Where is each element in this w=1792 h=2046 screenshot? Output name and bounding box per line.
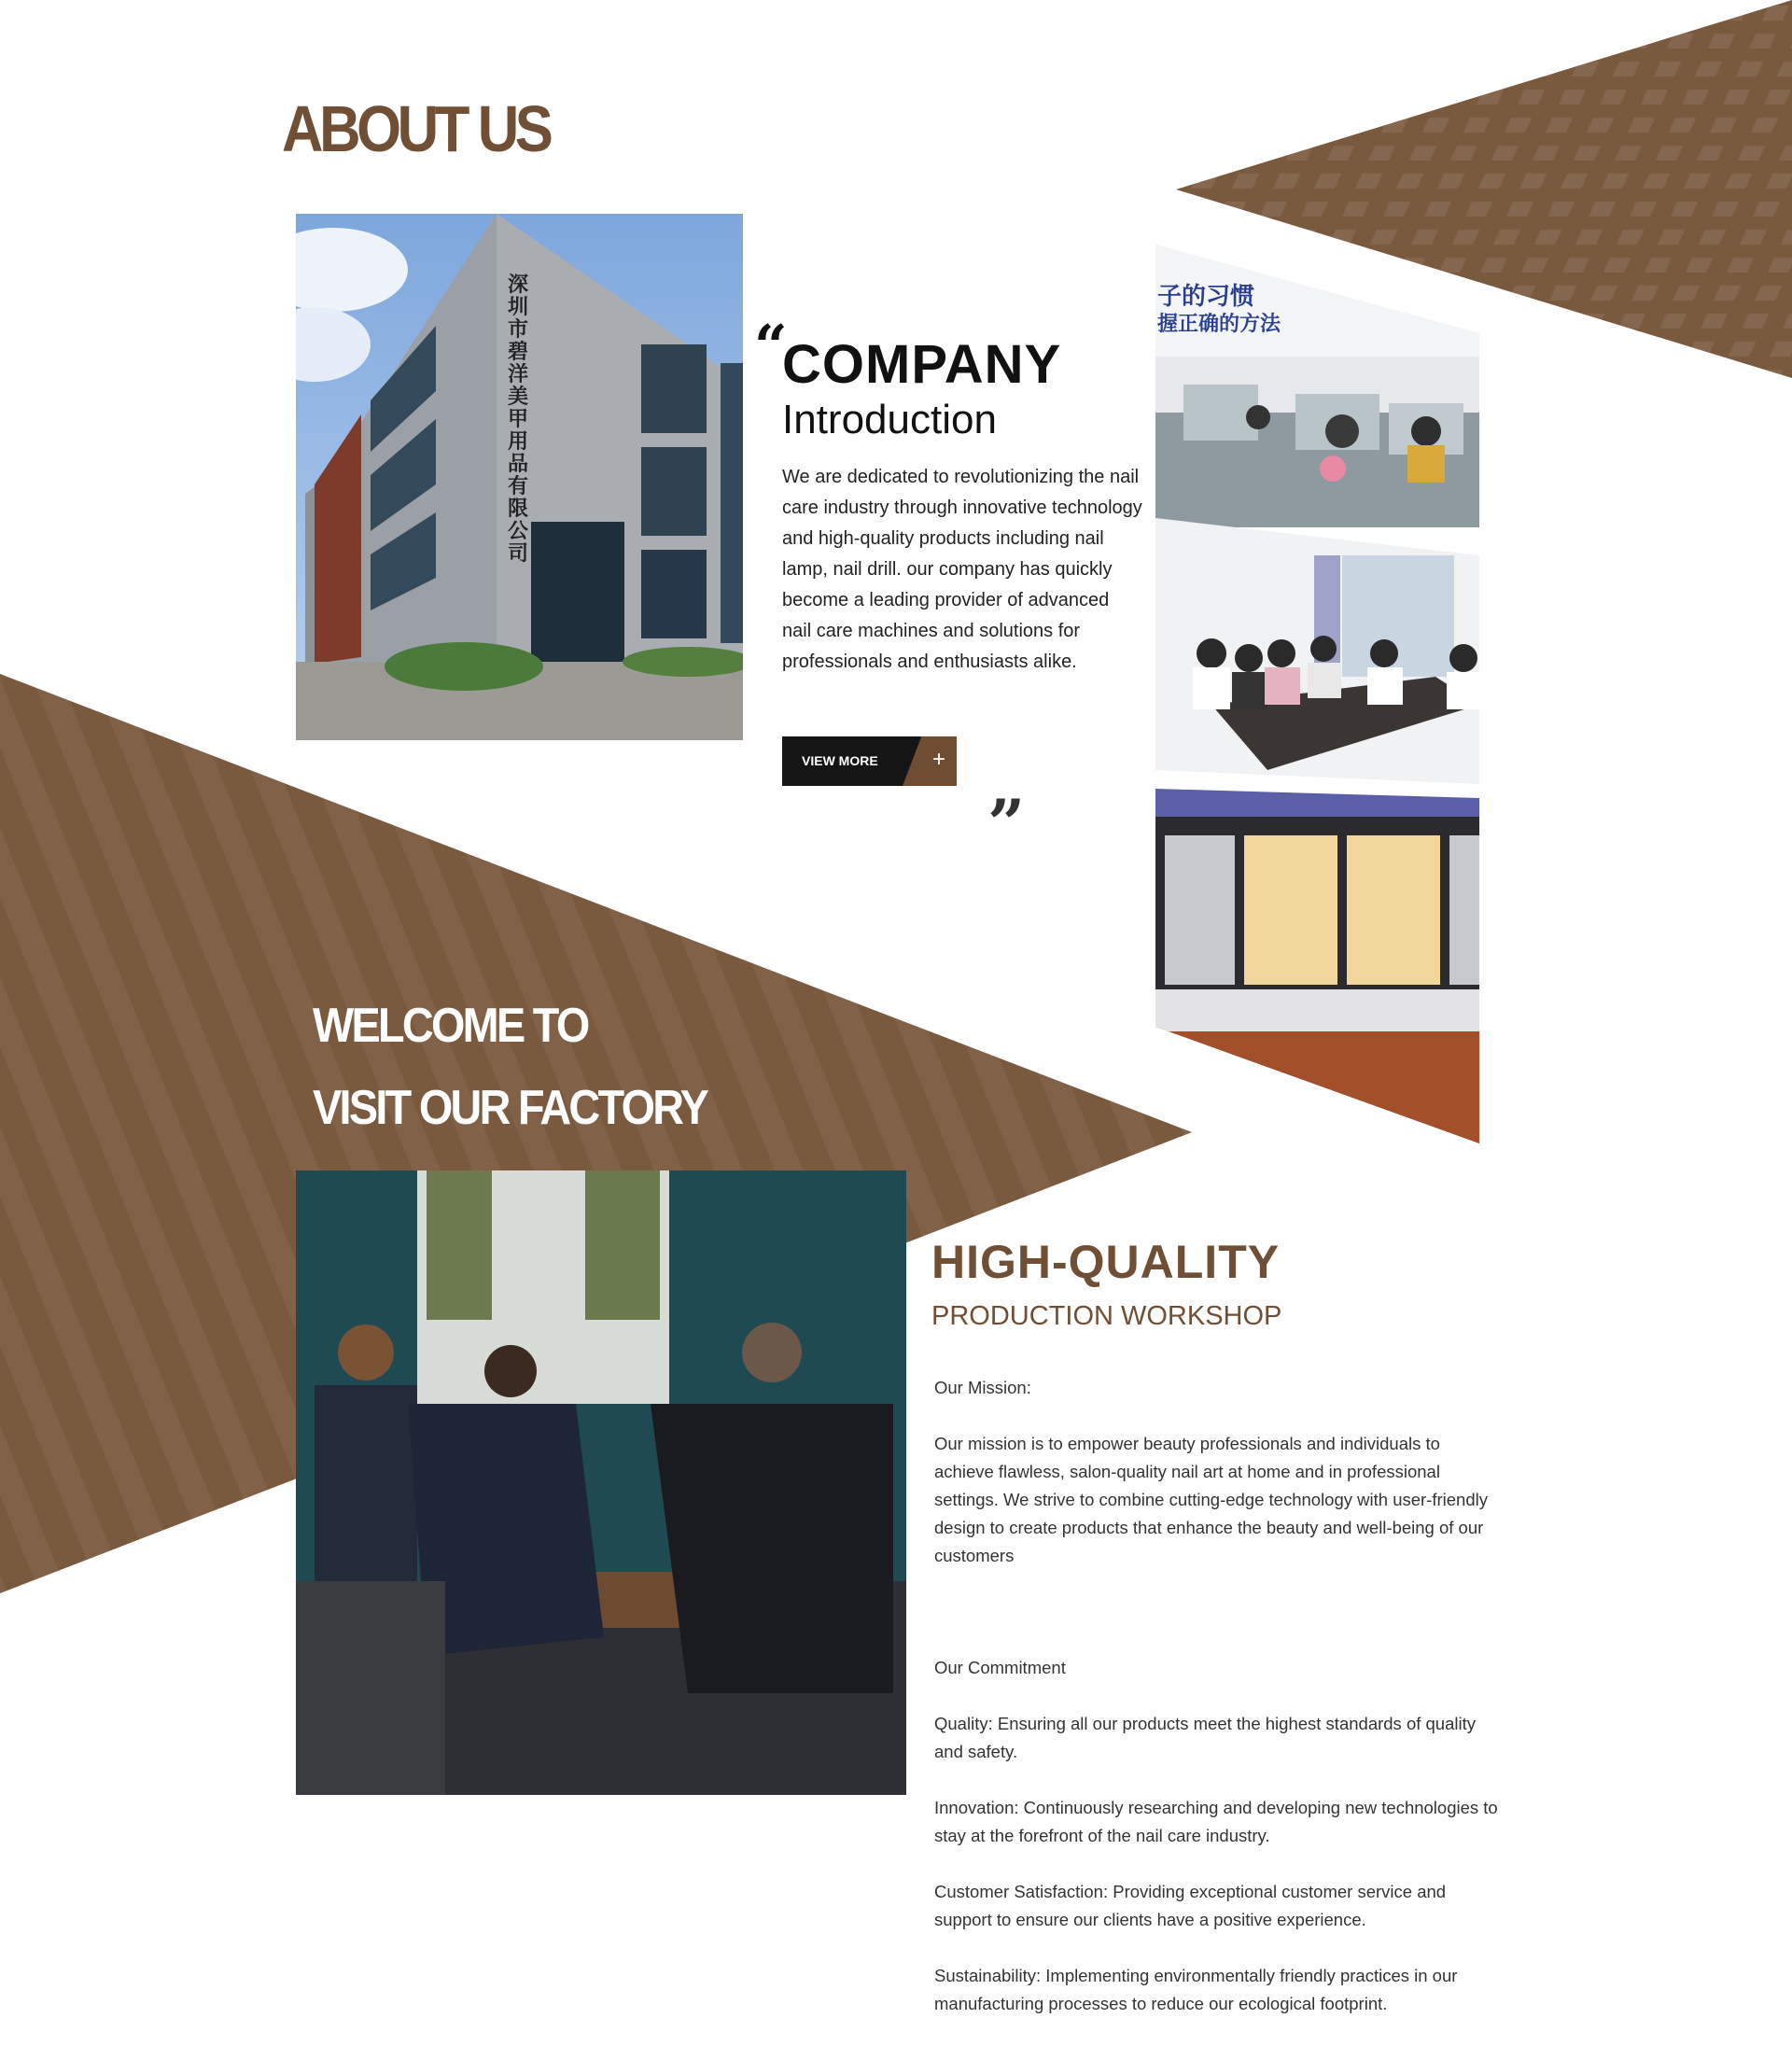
welcome-line-2: VISIT OUR FACTORY	[313, 1081, 707, 1135]
mission-commitment-text	[934, 1346, 1504, 2046]
welcome-line-1: WELCOME TO	[313, 999, 588, 1053]
company-subtitle: Introduction	[782, 397, 997, 442]
office-photo	[1155, 245, 1479, 527]
about-us-heading: ABOUT US	[282, 92, 550, 165]
mission-label: Our Mission:	[934, 1378, 1031, 1397]
company-intro-text: We are dedicated to revolutionizing the nail care industry through innovative technology and high-quality products including nail lamp, nail drill. our company has quickly become a leading provider of advanced nail care machines and solutions for professionals and enthusiasts alike.	[782, 467, 1142, 672]
plus-icon: +	[931, 747, 945, 772]
commitment-item: Customer Satisfaction: Providing exceptional customer service and support to ensure our clients have a positive experience.	[934, 1882, 1447, 1929]
welcome-heading	[313, 985, 707, 1149]
quote-open-mark: “	[754, 312, 788, 380]
commitment-item: Sustainability: Implementing environmentally friendly practices in our manufacturing processes to reduce our ecological footprint.	[934, 1966, 1458, 2013]
meeting-room-photo	[1155, 518, 1479, 784]
office-wall-text-1: 子的习惯	[1157, 283, 1255, 311]
view-more-button[interactable]	[782, 736, 957, 786]
commitment-item: Quality: Ensuring all our products meet the highest standards of quality and safety.	[934, 1714, 1476, 1761]
view-more-tab	[903, 736, 957, 786]
building-sign-text: 深圳市碧洋美甲用品有限公司	[508, 273, 529, 566]
workshop-subtitle: PRODUCTION WORKSHOP	[931, 1301, 1282, 1331]
office-wall-text-2: 握正确的方法	[1157, 313, 1281, 336]
commitment-item: Innovation: Continuously researching and developing new technologies to stay at the forefront of the nail care industry.	[934, 1798, 1498, 1845]
company-title: COMPANY	[782, 334, 1062, 395]
commitment-label: Our Commitment	[934, 1658, 1066, 1677]
factory-building-photo	[296, 214, 743, 740]
view-more-label: VIEW MORE	[802, 753, 878, 768]
workshop-title: HIGH-QUALITY	[931, 1236, 1281, 1288]
business-meeting-photo	[296, 1170, 906, 1795]
quote-close-mark: ”	[987, 785, 1026, 862]
mission-text: Our mission is to empower beauty professionals and individuals to achieve flawless, salon-quality nail art at home and in professional settings. We strive to combine cutting-edge technology with user-friendly design to create products that enhance the beauty and well-being of our customers	[934, 1434, 1488, 1565]
showroom-photo	[1155, 789, 1479, 1143]
